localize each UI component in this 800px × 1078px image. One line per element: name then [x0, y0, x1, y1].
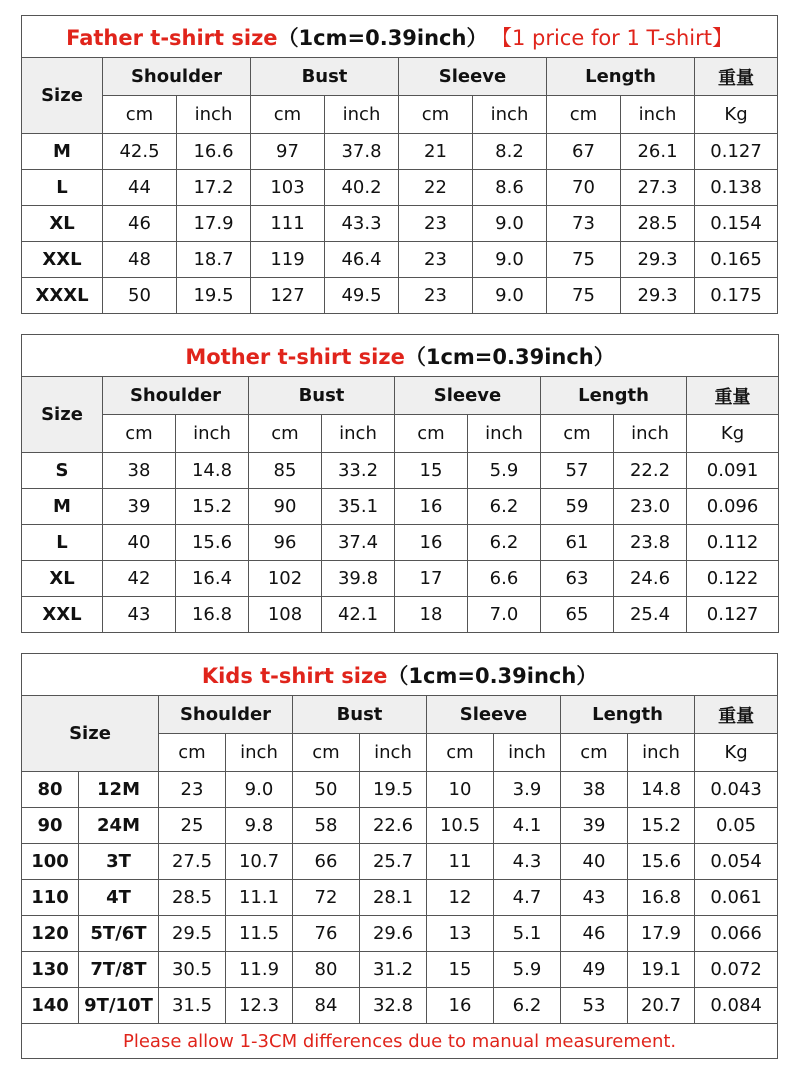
bust-header: Bust: [249, 377, 395, 415]
value-cell: 0.112: [687, 525, 779, 561]
value-cell: 103: [251, 170, 325, 206]
unit-cell: cm: [293, 734, 360, 772]
value-cell: 16.8: [628, 880, 695, 916]
size-cell: L: [22, 525, 103, 561]
value-cell: 31.2: [360, 952, 427, 988]
value-cell: 50: [293, 772, 360, 808]
unit-cell: inch: [621, 96, 695, 134]
value-cell: 15: [395, 453, 468, 489]
value-cell: 23.8: [614, 525, 687, 561]
table-row: [22, 916, 778, 952]
kids-title-conversion: （1cm=0.39inch）: [387, 663, 598, 688]
value-cell: 35.1: [322, 489, 395, 525]
value-cell: 38: [561, 772, 628, 808]
size-cell: XL: [22, 206, 103, 242]
value-cell: 0.043: [695, 772, 778, 808]
shoulder-header: Shoulder: [159, 696, 293, 734]
value-cell: 75: [547, 242, 621, 278]
value-cell: 46.4: [325, 242, 399, 278]
size-cell: XXL: [22, 597, 103, 633]
value-cell: 76: [293, 916, 360, 952]
unit-cell: inch: [226, 734, 293, 772]
value-cell: 0.175: [695, 278, 778, 314]
unit-cell: inch: [177, 96, 251, 134]
mother-title-label: Mother t-shirt size: [185, 344, 405, 369]
mother-title-conversion: （1cm=0.39inch）: [404, 344, 615, 369]
unit-cell: cm: [251, 96, 325, 134]
value-cell: 14.8: [628, 772, 695, 808]
value-cell: 6.2: [494, 988, 561, 1024]
father-table-title: [22, 16, 778, 58]
value-cell: 40: [561, 844, 628, 880]
value-cell: 42.1: [322, 597, 395, 633]
value-cell: 30.5: [159, 952, 226, 988]
value-cell: 23: [399, 278, 473, 314]
value-cell: 12.3: [226, 988, 293, 1024]
age-cell: 5T/6T: [79, 916, 159, 952]
table-row: [22, 880, 778, 916]
value-cell: 15: [427, 952, 494, 988]
value-cell: 27.5: [159, 844, 226, 880]
value-cell: 16: [395, 525, 468, 561]
weight-header: 重量: [695, 58, 778, 96]
table-row: [22, 844, 778, 880]
father-title-conversion: （1cm=0.39inch）: [277, 25, 488, 50]
value-cell: 39: [103, 489, 176, 525]
value-cell: 46: [561, 916, 628, 952]
value-cell: 25.7: [360, 844, 427, 880]
measurement-disclaimer: Please allow 1-3CM differences due to manual measurement.: [22, 1024, 778, 1059]
value-cell: 12: [427, 880, 494, 916]
value-cell: 44: [103, 170, 177, 206]
unit-cell: cm: [541, 415, 614, 453]
unit-cell: cm: [399, 96, 473, 134]
value-cell: 9.0: [473, 278, 547, 314]
age-cell: 9T/10T: [79, 988, 159, 1024]
size-cell: M: [22, 134, 103, 170]
value-cell: 43: [561, 880, 628, 916]
value-cell: 0.127: [687, 597, 779, 633]
value-cell: 29.3: [621, 278, 695, 314]
value-cell: 9.0: [473, 206, 547, 242]
table-row: [22, 597, 779, 633]
size-cell: 90: [22, 808, 79, 844]
unit-cell: Kg: [695, 96, 778, 134]
value-cell: 29.3: [621, 242, 695, 278]
sleeve-header: Sleeve: [427, 696, 561, 734]
value-cell: 119: [251, 242, 325, 278]
length-header: Length: [541, 377, 687, 415]
value-cell: 11: [427, 844, 494, 880]
value-cell: 67: [547, 134, 621, 170]
value-cell: 10.7: [226, 844, 293, 880]
unit-cell: inch: [322, 415, 395, 453]
size-cell: 130: [22, 952, 79, 988]
value-cell: 19.1: [628, 952, 695, 988]
unit-cell: cm: [249, 415, 322, 453]
value-cell: 23: [399, 242, 473, 278]
size-header: Size: [22, 58, 103, 134]
value-cell: 58: [293, 808, 360, 844]
value-cell: 33.2: [322, 453, 395, 489]
value-cell: 6.2: [468, 489, 541, 525]
value-cell: 42: [103, 561, 176, 597]
table-row: [22, 278, 778, 314]
size-cell: L: [22, 170, 103, 206]
value-cell: 46: [103, 206, 177, 242]
mother-table-title: [22, 335, 779, 377]
bust-header: Bust: [293, 696, 427, 734]
value-cell: 0.084: [695, 988, 778, 1024]
sleeve-header: Sleeve: [395, 377, 541, 415]
table-row: [22, 808, 778, 844]
value-cell: 22.6: [360, 808, 427, 844]
value-cell: 10.5: [427, 808, 494, 844]
value-cell: 38: [103, 453, 176, 489]
age-cell: 24M: [79, 808, 159, 844]
value-cell: 85: [249, 453, 322, 489]
value-cell: 15.2: [176, 489, 249, 525]
value-cell: 9.8: [226, 808, 293, 844]
value-cell: 17.2: [177, 170, 251, 206]
value-cell: 97: [251, 134, 325, 170]
value-cell: 19.5: [177, 278, 251, 314]
value-cell: 11.1: [226, 880, 293, 916]
value-cell: 0.072: [695, 952, 778, 988]
value-cell: 43.3: [325, 206, 399, 242]
value-cell: 5.9: [494, 952, 561, 988]
size-cell: XXXL: [22, 278, 103, 314]
value-cell: 6.6: [468, 561, 541, 597]
value-cell: 0.138: [695, 170, 778, 206]
value-cell: 23.0: [614, 489, 687, 525]
value-cell: 4.3: [494, 844, 561, 880]
unit-cell: cm: [561, 734, 628, 772]
table-row: [22, 453, 779, 489]
value-cell: 28.1: [360, 880, 427, 916]
value-cell: 15.2: [628, 808, 695, 844]
value-cell: 39: [561, 808, 628, 844]
unit-cell: cm: [427, 734, 494, 772]
value-cell: 49: [561, 952, 628, 988]
weight-header: 重量: [695, 696, 778, 734]
value-cell: 3.9: [494, 772, 561, 808]
value-cell: 23: [399, 206, 473, 242]
size-cell: 140: [22, 988, 79, 1024]
value-cell: 32.8: [360, 988, 427, 1024]
unit-cell: cm: [103, 96, 177, 134]
unit-cell: inch: [614, 415, 687, 453]
value-cell: 84: [293, 988, 360, 1024]
value-cell: 22.2: [614, 453, 687, 489]
value-cell: 48: [103, 242, 177, 278]
unit-cell: cm: [159, 734, 226, 772]
value-cell: 25.4: [614, 597, 687, 633]
value-cell: 14.8: [176, 453, 249, 489]
value-cell: 28.5: [159, 880, 226, 916]
kids-table-title: [22, 654, 778, 696]
bust-header: Bust: [251, 58, 399, 96]
value-cell: 15.6: [176, 525, 249, 561]
size-header: Size: [22, 377, 103, 453]
value-cell: 37.4: [322, 525, 395, 561]
unit-cell: inch: [325, 96, 399, 134]
value-cell: 13: [427, 916, 494, 952]
value-cell: 17.9: [628, 916, 695, 952]
table-row: [22, 952, 778, 988]
value-cell: 108: [249, 597, 322, 633]
unit-cell: cm: [395, 415, 468, 453]
value-cell: 40.2: [325, 170, 399, 206]
value-cell: 0.054: [695, 844, 778, 880]
sleeve-header: Sleeve: [399, 58, 547, 96]
value-cell: 8.2: [473, 134, 547, 170]
age-cell: 12M: [79, 772, 159, 808]
value-cell: 0.122: [687, 561, 779, 597]
value-cell: 96: [249, 525, 322, 561]
size-cell: 120: [22, 916, 79, 952]
value-cell: 8.6: [473, 170, 547, 206]
table-row: [22, 561, 779, 597]
age-cell: 7T/8T: [79, 952, 159, 988]
length-header: Length: [547, 58, 695, 96]
value-cell: 5.9: [468, 453, 541, 489]
unit-cell: Kg: [687, 415, 779, 453]
value-cell: 9.0: [473, 242, 547, 278]
value-cell: 7.0: [468, 597, 541, 633]
value-cell: 66: [293, 844, 360, 880]
value-cell: 65: [541, 597, 614, 633]
kids-title-label: Kids t-shirt size: [201, 663, 388, 688]
unit-cell: inch: [468, 415, 541, 453]
unit-cell: Kg: [695, 734, 778, 772]
value-cell: 37.8: [325, 134, 399, 170]
value-cell: 16.6: [177, 134, 251, 170]
size-cell: S: [22, 453, 103, 489]
table-row: [22, 988, 778, 1024]
value-cell: 75: [547, 278, 621, 314]
value-cell: 80: [293, 952, 360, 988]
size-cell: XXL: [22, 242, 103, 278]
value-cell: 10: [427, 772, 494, 808]
value-cell: 72: [293, 880, 360, 916]
value-cell: 0.096: [687, 489, 779, 525]
value-cell: 102: [249, 561, 322, 597]
value-cell: 127: [251, 278, 325, 314]
table-row: [22, 206, 778, 242]
value-cell: 73: [547, 206, 621, 242]
value-cell: 16.8: [176, 597, 249, 633]
weight-header: 重量: [687, 377, 779, 415]
value-cell: 42.5: [103, 134, 177, 170]
size-cell: 80: [22, 772, 79, 808]
value-cell: 31.5: [159, 988, 226, 1024]
value-cell: 18.7: [177, 242, 251, 278]
value-cell: 11.5: [226, 916, 293, 952]
value-cell: 40: [103, 525, 176, 561]
value-cell: 20.7: [628, 988, 695, 1024]
value-cell: 0.165: [695, 242, 778, 278]
value-cell: 16: [395, 489, 468, 525]
value-cell: 61: [541, 525, 614, 561]
age-cell: 3T: [79, 844, 159, 880]
value-cell: 59: [541, 489, 614, 525]
value-cell: 90: [249, 489, 322, 525]
value-cell: 27.3: [621, 170, 695, 206]
value-cell: 9.0: [226, 772, 293, 808]
length-header: Length: [561, 696, 695, 734]
value-cell: 18: [395, 597, 468, 633]
shoulder-header: Shoulder: [103, 58, 251, 96]
value-cell: 11.9: [226, 952, 293, 988]
kids-size-table: [21, 653, 778, 1059]
value-cell: 24.6: [614, 561, 687, 597]
unit-cell: inch: [360, 734, 427, 772]
shoulder-header: Shoulder: [103, 377, 249, 415]
father-title-label: Father t-shirt size: [66, 25, 278, 50]
table-row: [22, 170, 778, 206]
size-header: Size: [22, 696, 159, 772]
value-cell: 0.061: [695, 880, 778, 916]
value-cell: 17: [395, 561, 468, 597]
value-cell: 16.4: [176, 561, 249, 597]
value-cell: 0.154: [695, 206, 778, 242]
table-row: [22, 489, 779, 525]
unit-cell: inch: [494, 734, 561, 772]
value-cell: 19.5: [360, 772, 427, 808]
value-cell: 0.05: [695, 808, 778, 844]
table-row: [22, 134, 778, 170]
table-row: [22, 772, 778, 808]
father-title-price-note: 【1 price for 1 T-shirt】: [501, 25, 733, 50]
value-cell: 57: [541, 453, 614, 489]
value-cell: 23: [159, 772, 226, 808]
value-cell: 6.2: [468, 525, 541, 561]
size-cell: 100: [22, 844, 79, 880]
value-cell: 28.5: [621, 206, 695, 242]
value-cell: 0.091: [687, 453, 779, 489]
table-row: [22, 242, 778, 278]
age-cell: 4T: [79, 880, 159, 916]
unit-cell: cm: [547, 96, 621, 134]
value-cell: 21: [399, 134, 473, 170]
father-size-table: [21, 15, 778, 314]
value-cell: 15.6: [628, 844, 695, 880]
size-cell: M: [22, 489, 103, 525]
value-cell: 5.1: [494, 916, 561, 952]
unit-cell: inch: [473, 96, 547, 134]
value-cell: 43: [103, 597, 176, 633]
value-cell: 63: [541, 561, 614, 597]
value-cell: 29.6: [360, 916, 427, 952]
size-cell: XL: [22, 561, 103, 597]
value-cell: 17.9: [177, 206, 251, 242]
size-cell: 110: [22, 880, 79, 916]
value-cell: 70: [547, 170, 621, 206]
value-cell: 49.5: [325, 278, 399, 314]
value-cell: 16: [427, 988, 494, 1024]
value-cell: 39.8: [322, 561, 395, 597]
value-cell: 26.1: [621, 134, 695, 170]
unit-cell: cm: [103, 415, 176, 453]
table-row: [22, 525, 779, 561]
value-cell: 111: [251, 206, 325, 242]
value-cell: 25: [159, 808, 226, 844]
value-cell: 50: [103, 278, 177, 314]
value-cell: 4.1: [494, 808, 561, 844]
value-cell: 0.066: [695, 916, 778, 952]
value-cell: 4.7: [494, 880, 561, 916]
unit-cell: inch: [628, 734, 695, 772]
value-cell: 29.5: [159, 916, 226, 952]
value-cell: 0.127: [695, 134, 778, 170]
value-cell: 22: [399, 170, 473, 206]
mother-size-table: [21, 334, 779, 633]
value-cell: 53: [561, 988, 628, 1024]
unit-cell: inch: [176, 415, 249, 453]
